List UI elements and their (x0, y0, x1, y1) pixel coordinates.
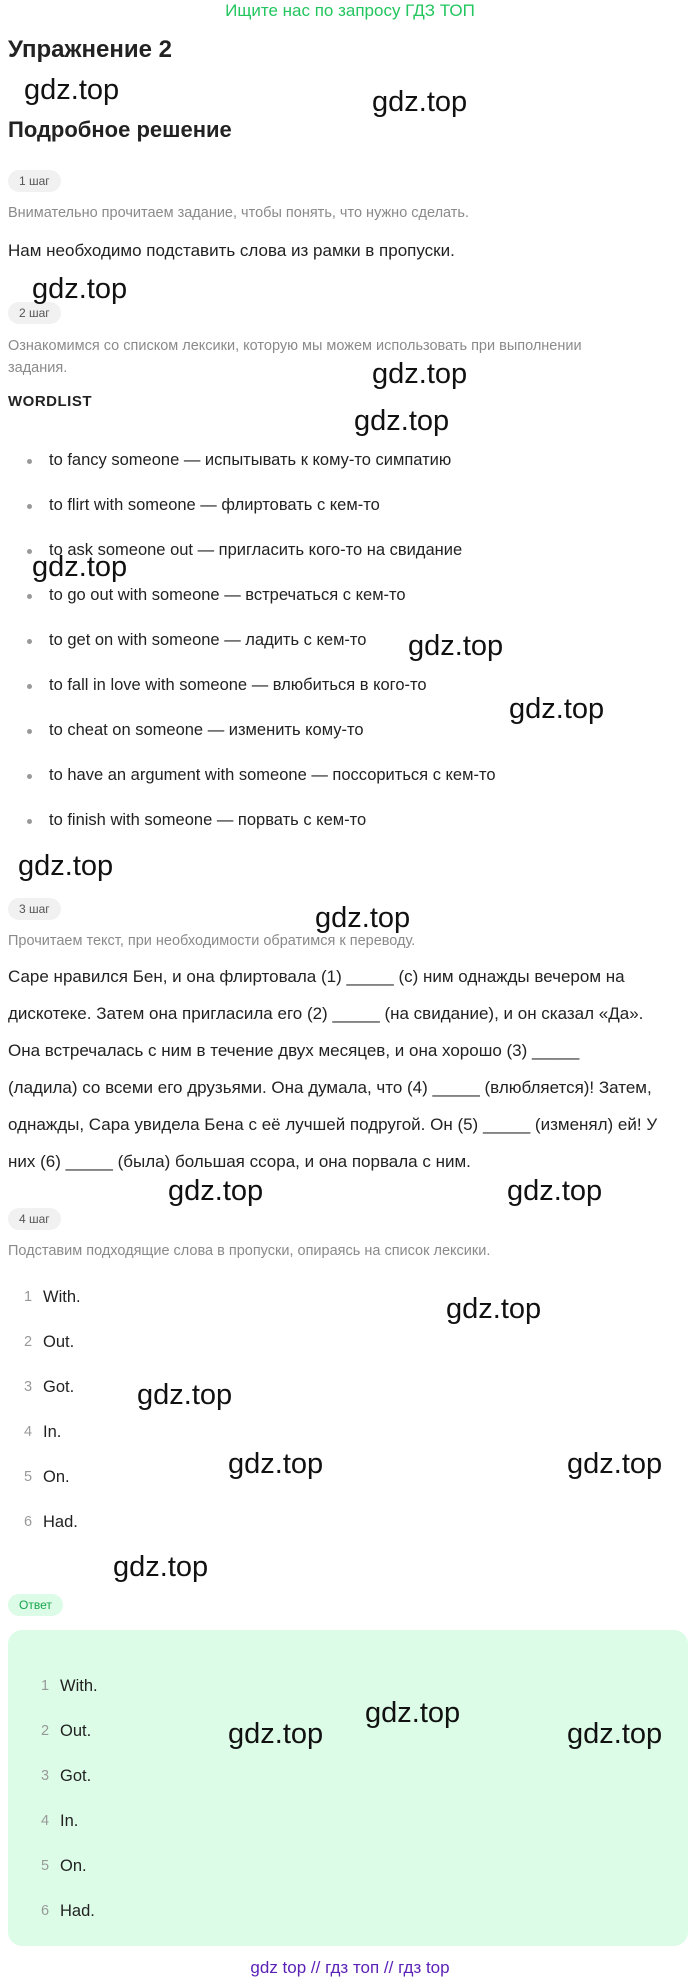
text-line: Она встречалась с ним в течение двух месяцев, и она хорошо (3) _____ (8, 1041, 580, 1060)
step3-badge (8, 898, 61, 920)
watermark: gdz.top (113, 1551, 209, 1583)
wordlist-item-text: to cheat on someone — изменить кому-то (49, 721, 364, 739)
step2-label: 2 шаг (8, 302, 61, 324)
item-number: 3 (41, 1768, 50, 1784)
wordlist-item-text: to get on with someone — ладить с кем-то (49, 631, 367, 649)
watermark: gdz.top (372, 358, 468, 390)
watermark: gdz.top (32, 273, 128, 305)
wordlist-item-text: to flirt with someone — флиртовать с кем-то (49, 496, 380, 514)
bullet-icon (27, 774, 32, 779)
item-text: On. (43, 1468, 70, 1486)
item-text: Out. (43, 1333, 75, 1351)
list-item (8, 1502, 668, 1547)
watermark: gdz.top (507, 1175, 603, 1207)
step3-hint: Прочитаем текст, при необходимости обратимся к переводу. (8, 933, 416, 949)
step4-list (8, 1277, 668, 1547)
step1-hint: Внимательно прочитаем задание, чтобы понять, что нужно сделать. (8, 205, 470, 221)
bullet-icon (27, 729, 32, 734)
wordlist-item (0, 620, 700, 665)
wordlist-item-text: to ask someone out — пригласить кого-то на свидание (49, 541, 463, 559)
list-item (8, 1367, 668, 1412)
wordlist-title: WORDLIST (8, 393, 92, 410)
step4-label: 4 шаг (8, 1208, 61, 1230)
text-line: Саре нравился Бен, и она флиртовала (1) _____ (с) ним однажды вечером на (8, 967, 625, 986)
watermark: gdz.top (228, 1448, 324, 1480)
wordlist-item-text: to fall in love with someone — влюбиться в кого-то (49, 676, 427, 694)
exercise-title: Упражнение 2 (8, 36, 172, 63)
item-text: Had. (43, 1513, 78, 1531)
item-text: With. (60, 1677, 98, 1695)
text-line: них (6) _____ (была) большая ссора, и она порвала с ним. (8, 1152, 471, 1171)
answer-box (8, 1630, 688, 1946)
item-number: 2 (41, 1723, 50, 1739)
watermark: gdz.top (567, 1448, 663, 1480)
wordlist-item (0, 755, 700, 800)
watermark: gdz.top (228, 1718, 324, 1750)
watermark: gdz.top (18, 850, 114, 882)
wordlist-item-text: to go out with someone — встречаться с кем-то (49, 586, 406, 604)
item-number: 4 (24, 1424, 33, 1440)
watermark: gdz.top (365, 1697, 461, 1729)
watermark: gdz.top (354, 405, 450, 437)
step1-label: 1 шаг (8, 170, 61, 192)
item-text: With. (43, 1288, 81, 1306)
wordlist-item (0, 485, 700, 530)
item-text: Got. (43, 1378, 75, 1396)
step3-label: 3 шаг (8, 898, 61, 920)
bullet-icon (27, 594, 32, 599)
search-hint-link[interactable]: Ищите нас по запросу ГДЗ ТОП (225, 1, 475, 20)
list-item (25, 1756, 688, 1801)
wordlist (0, 440, 700, 845)
answer-label: Ответ (8, 1594, 63, 1616)
item-text: On. (60, 1857, 87, 1875)
watermark: gdz.top (168, 1175, 264, 1207)
item-number: 1 (24, 1289, 33, 1305)
item-number: 5 (41, 1858, 50, 1874)
text-line: (ладила) со всеми его друзьями. Она думала, что (4) _____ (влюбляется)! Затем, (8, 1078, 652, 1097)
wordlist-item (0, 440, 700, 485)
watermark: gdz.top (372, 86, 468, 118)
item-number: 3 (24, 1379, 33, 1395)
step2-hint-line2: задания. (8, 360, 68, 376)
answer-list (8, 1666, 688, 1936)
list-item (25, 1666, 688, 1711)
wordlist-item-text: to fancy someone — испытывать к кому-то симпатию (49, 451, 452, 469)
watermark: gdz.top (567, 1718, 663, 1750)
step1-text: Нам необходимо подставить слова из рамки в пропуски. (8, 241, 455, 260)
list-item (25, 1846, 688, 1891)
step4-hint: Подставим подходящие слова в пропуски, опираясь на список лексики. (8, 1243, 491, 1259)
step2-hint-line1: Ознакомимся со списком лексики, которую мы можем использовать при выполнении (8, 338, 582, 354)
watermark: gdz.top (24, 74, 120, 106)
text-line: дискотеке. Затем она пригласила его (2) _____ (на свидание), и он сказал «Да». (8, 1004, 644, 1023)
bullet-icon (27, 459, 32, 464)
bullet-icon (27, 639, 32, 644)
watermark: gdz.top (509, 693, 605, 725)
item-text: In. (60, 1812, 79, 1830)
item-number: 6 (41, 1903, 50, 1919)
watermark: gdz.top (408, 630, 504, 662)
bullet-icon (27, 504, 32, 509)
list-item (25, 1891, 688, 1936)
watermark: gdz.top (446, 1293, 542, 1325)
item-number: 1 (41, 1678, 50, 1694)
item-number: 4 (41, 1813, 50, 1829)
watermark: gdz.top (137, 1379, 233, 1411)
watermark: gdz.top (32, 551, 128, 583)
text-line: однажды, Сара увидела Бена с её лучшей подругой. Он (5) _____ (изменял) ей! У (8, 1115, 658, 1134)
list-item (25, 1801, 688, 1846)
item-number: 2 (24, 1334, 33, 1350)
list-item (8, 1277, 668, 1322)
footer-links[interactable]: gdz top // гдз топ // гдз top (250, 1958, 450, 1977)
bullet-icon (27, 819, 32, 824)
step3-text (8, 958, 657, 1180)
step1-badge (8, 170, 61, 192)
item-text: Had. (60, 1902, 95, 1920)
item-text: Got. (60, 1767, 92, 1785)
item-text: In. (43, 1423, 62, 1441)
solution-title: Подробное решение (8, 117, 232, 142)
bullet-icon (27, 684, 32, 689)
item-number: 6 (24, 1514, 33, 1530)
watermark: gdz.top (315, 902, 411, 934)
answer-badge (8, 1594, 63, 1616)
wordlist-item-text: to have an argument with someone — поссориться с кем-то (49, 766, 496, 784)
wordlist-item (0, 800, 700, 845)
step4-badge (8, 1208, 61, 1230)
item-text: Out. (60, 1722, 92, 1740)
item-number: 5 (24, 1469, 33, 1485)
list-item (8, 1322, 668, 1367)
wordlist-item-text: to finish with someone — порвать с кем-то (49, 811, 367, 829)
